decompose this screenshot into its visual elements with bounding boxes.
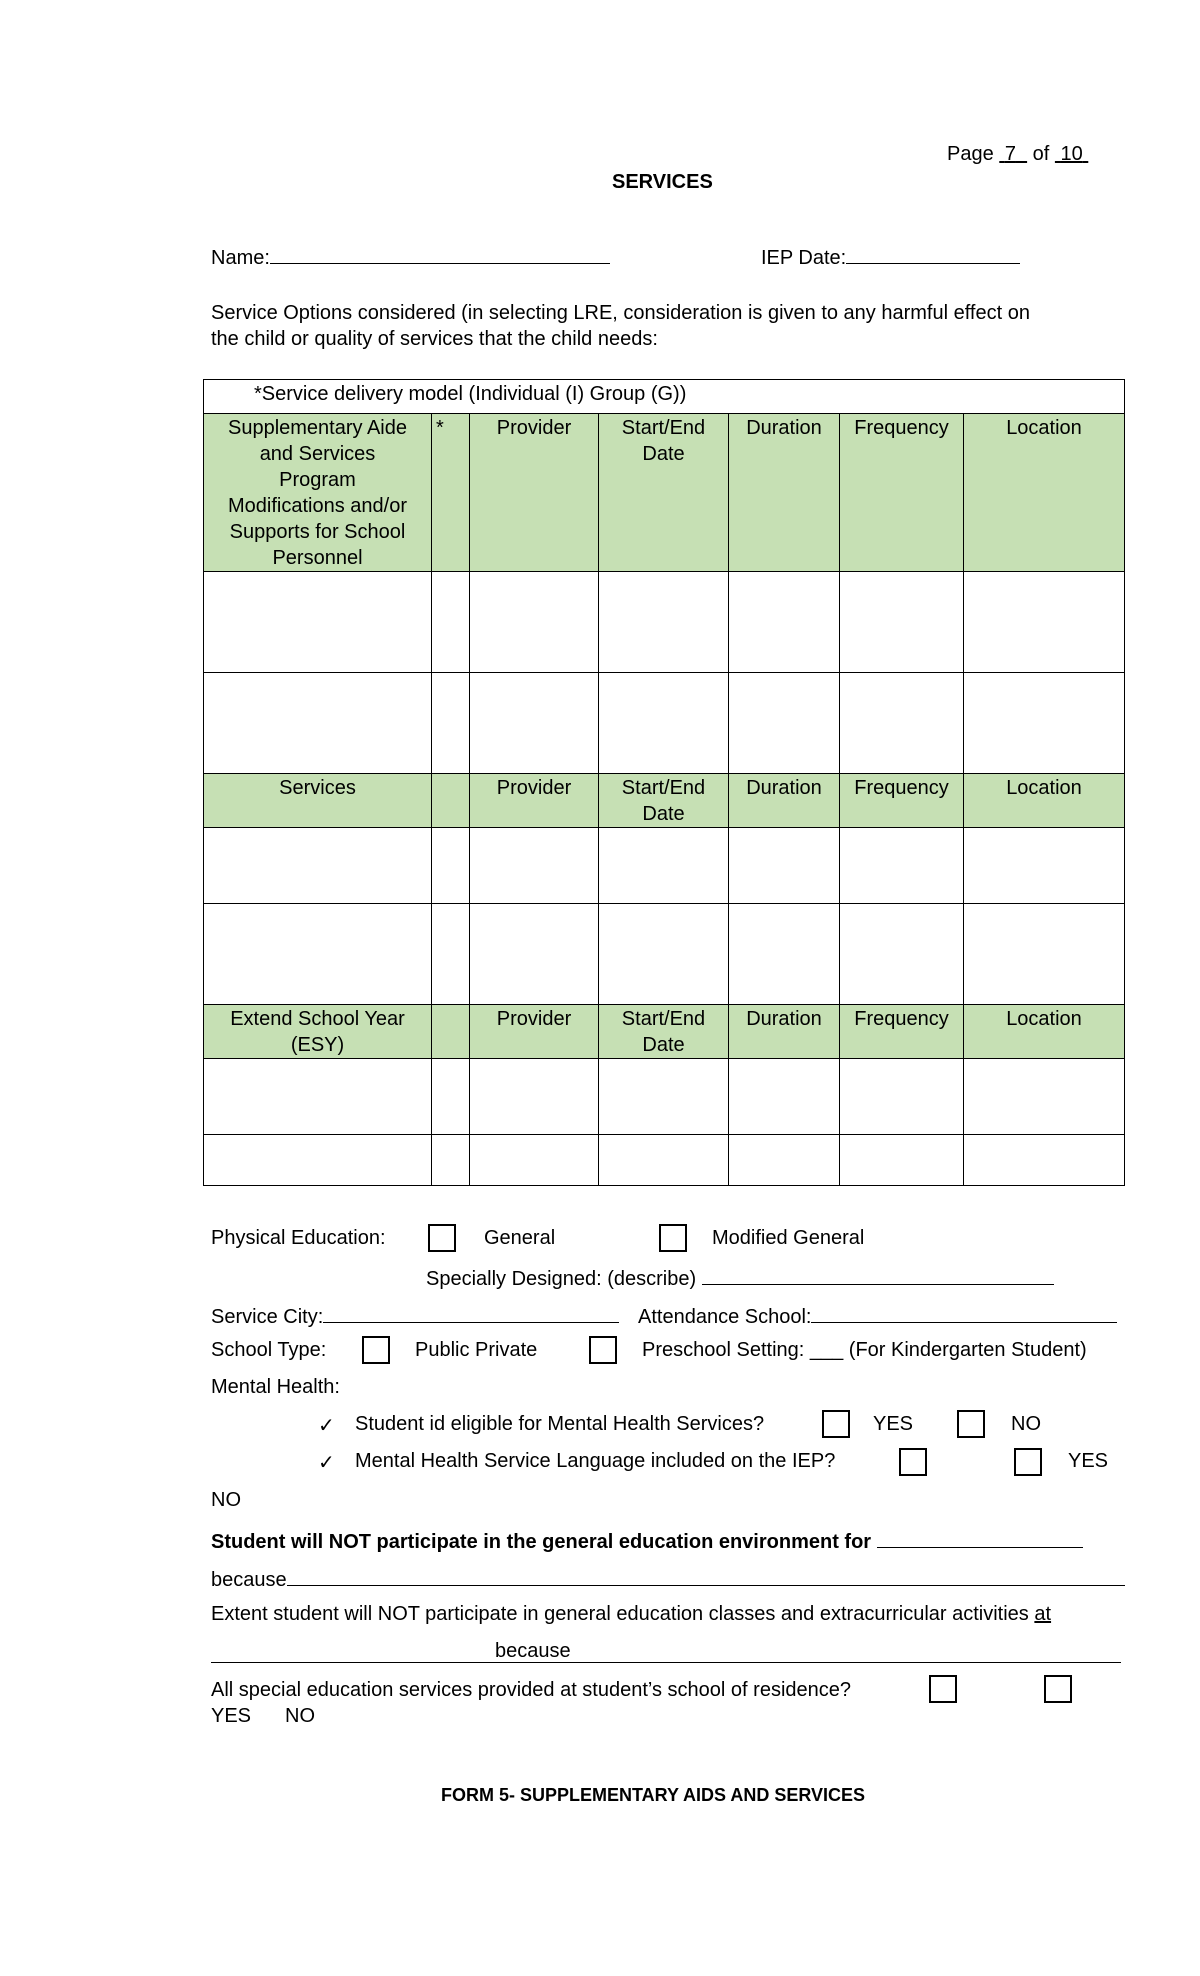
start-end-date-header: Start/End Date: [599, 1005, 729, 1059]
service-city-field[interactable]: Service City:: [211, 1302, 619, 1329]
iep-date-line[interactable]: [846, 243, 1020, 264]
table-row[interactable]: [204, 1135, 1125, 1186]
duration-header: Duration: [729, 774, 840, 828]
service-options-text: Service Options considered (in selecting LRE, consideration is given to any harmful effect on the child or quality of services that the child needs:: [211, 302, 1030, 350]
table-row[interactable]: [204, 904, 1125, 1005]
because-line[interactable]: [287, 1565, 1125, 1586]
pe-modified-checkbox[interactable]: [659, 1224, 687, 1252]
not-participate-field[interactable]: Student will NOT participate in the general education environment for: [211, 1527, 1083, 1554]
supplementary-header-row: [204, 414, 1125, 572]
page-number: Page 7 of 10: [947, 143, 1088, 166]
location-header: Location: [964, 774, 1125, 828]
residence-yes-checkbox[interactable]: [929, 1675, 957, 1703]
service-city-line[interactable]: [323, 1302, 619, 1323]
attendance-school-line[interactable]: [811, 1302, 1117, 1323]
because-field[interactable]: because: [211, 1565, 1125, 1592]
mh-language-question: Mental Health Service Language included on the IEP?: [355, 1450, 836, 1472]
supplementary-title: Supplementary Aide and Services Program Modifications and/or Supports for School Personnel: [204, 414, 432, 572]
residence-no-checkbox[interactable]: [1044, 1675, 1072, 1703]
public-private-label: Public Private: [415, 1339, 538, 1361]
public-private-checkbox[interactable]: [362, 1336, 390, 1364]
provider-header: Provider: [470, 414, 599, 572]
pe-general-checkbox[interactable]: [428, 1224, 456, 1252]
mh-language-checkbox-2[interactable]: [1014, 1448, 1042, 1476]
frequency-header: Frequency: [840, 414, 964, 572]
residence-question: All special education services provided at student’s school of residence?: [211, 1679, 851, 1701]
school-type-label: School Type:: [211, 1339, 327, 1361]
duration-header: Duration: [729, 414, 840, 572]
preschool-checkbox[interactable]: [589, 1336, 617, 1364]
location-header: Location: [964, 1005, 1125, 1059]
residence-yes-label: YES: [211, 1705, 252, 1727]
table-caption: *Service delivery model (Individual (I) Group (G)): [204, 380, 1125, 414]
mh-eligible-no-checkbox[interactable]: [957, 1410, 985, 1438]
provider-header: Provider: [470, 1005, 599, 1059]
name-line[interactable]: [270, 243, 610, 264]
esy-title: Extend School Year (ESY): [204, 1005, 432, 1059]
residence-no-label: NO: [285, 1705, 315, 1727]
start-end-date-header: Start/End Date: [599, 414, 729, 572]
attendance-school-field[interactable]: Attendance School:: [638, 1302, 1117, 1329]
mental-health-label: Mental Health:: [211, 1376, 340, 1398]
mh-language-checkbox-1[interactable]: [899, 1448, 927, 1476]
extent-statement: Extent student will NOT participate in general education classes and extracurricular activities at: [211, 1603, 1052, 1625]
preschool-label: Preschool Setting: ___ (For Kindergarten Student): [642, 1339, 1087, 1361]
pe-describe-line[interactable]: [702, 1264, 1054, 1285]
pe-modified-label: Modified General: [712, 1227, 865, 1249]
services-header-row: [204, 774, 1125, 828]
table-row[interactable]: [204, 572, 1125, 673]
mh-eligible-no-label: NO: [1011, 1413, 1041, 1435]
location-header: Location: [964, 414, 1125, 572]
delivery-model-header: *: [432, 414, 470, 572]
page-title: SERVICES: [612, 171, 713, 193]
mh-language-yes-label: YES: [1068, 1450, 1109, 1472]
name-field[interactable]: Name:: [211, 243, 610, 270]
check-icon: ✓: [318, 1452, 335, 1474]
services-title: Services: [204, 774, 432, 828]
pe-general-label: General: [484, 1227, 556, 1249]
mh-language-no-label: NO: [211, 1489, 241, 1511]
pe-label: Physical Education:: [211, 1227, 386, 1249]
mh-eligible-yes-label: YES: [873, 1413, 914, 1435]
check-icon: ✓: [318, 1415, 335, 1437]
duration-header: Duration: [729, 1005, 840, 1059]
frequency-header: Frequency: [840, 1005, 964, 1059]
start-end-date-header: Start/End Date: [599, 774, 729, 828]
table-row[interactable]: [204, 1059, 1125, 1135]
mh-eligible-question: Student id eligible for Mental Health Services?: [355, 1413, 765, 1435]
table-row[interactable]: [204, 828, 1125, 904]
not-participate-line[interactable]: [877, 1527, 1083, 1548]
provider-header: Provider: [470, 774, 599, 828]
frequency-header: Frequency: [840, 774, 964, 828]
page-total: 10: [1060, 143, 1083, 165]
services-table: [203, 379, 1125, 1186]
esy-header-row: [204, 1005, 1125, 1059]
form-title: FORM 5- SUPPLEMENTARY AIDS AND SERVICES: [441, 1785, 866, 1805]
table-row[interactable]: [204, 673, 1125, 774]
iep-date-field[interactable]: IEP Date:: [761, 243, 1020, 270]
pe-specially-designed[interactable]: Specially Designed: (describe): [426, 1264, 1054, 1291]
extent-because-line[interactable]: because: [211, 1640, 1121, 1663]
page-current: 7: [1004, 143, 1016, 165]
mh-eligible-yes-checkbox[interactable]: [822, 1410, 850, 1438]
